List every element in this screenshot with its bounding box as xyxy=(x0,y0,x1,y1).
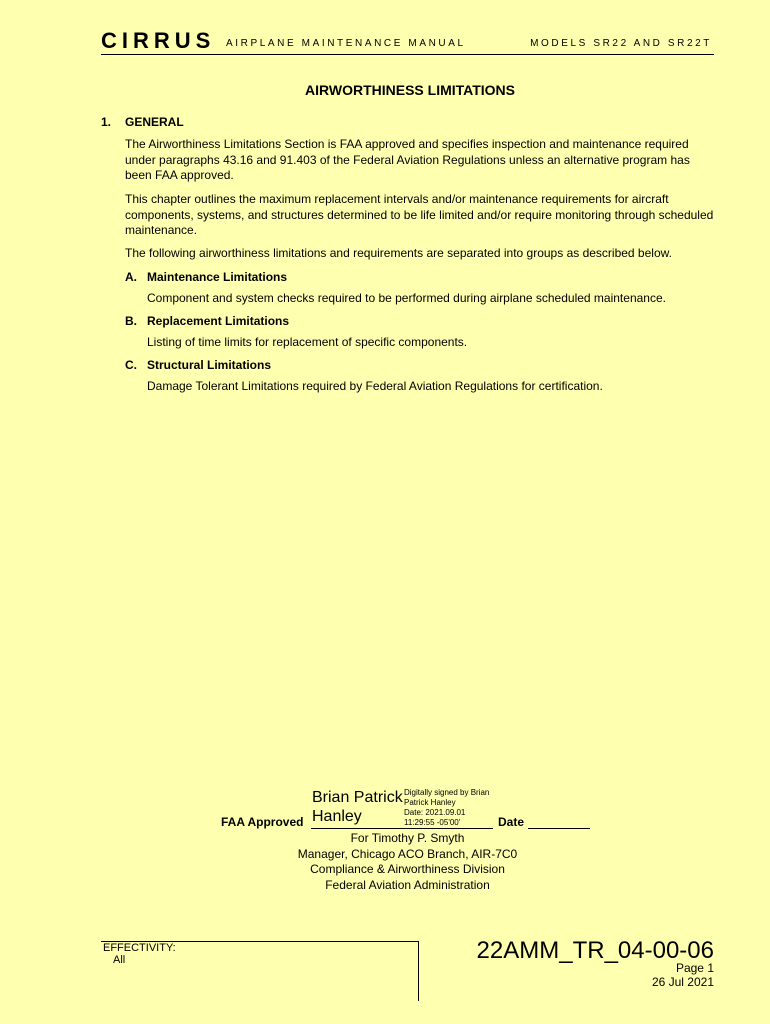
approver-line: For Timothy P. Smyth xyxy=(350,831,465,845)
date-rule xyxy=(528,828,590,829)
models-label: MODELS SR22 AND SR22T xyxy=(530,38,712,49)
subsection-text: Listing of time limits for replacement of specific components. xyxy=(147,335,468,349)
brand-logo: CIRRUS xyxy=(101,28,216,53)
faa-approved-label: FAA Approved xyxy=(221,815,304,829)
subsection-title: Structural Limitations xyxy=(147,358,272,372)
digital-signature-info xyxy=(404,788,489,828)
digital-signature-line: Patrick Hanley xyxy=(404,798,456,807)
signature xyxy=(312,788,403,826)
effectivity-value: All xyxy=(113,954,126,966)
manual-title: AIRPLANE MAINTENANCE MANUAL xyxy=(226,38,466,49)
paragraph: The Airworthiness Limitations Section is FAA approved and specifies inspection and maintenance required under paragraphs 43.16 and 91.403 of the Federal Aviation Regulations unless an alternative program has been FAA approved. xyxy=(125,137,690,182)
date-label: Date xyxy=(498,815,525,829)
header-divider xyxy=(101,54,714,55)
approver-division: Compliance & Airworthiness Division xyxy=(310,862,505,876)
digital-signature-line: Digitally signed by Brian xyxy=(404,788,490,797)
subsection-text: Component and system checks required to be performed during airplane scheduled maintenance. xyxy=(147,291,666,305)
approver-title: Manager, Chicago ACO Branch, AIR-7C0 xyxy=(297,847,518,861)
subsection-title: Maintenance Limitations xyxy=(147,270,288,284)
approver-agency: Federal Aviation Administration xyxy=(325,878,490,892)
signature-line: Hanley xyxy=(312,808,362,825)
footer-vertical-rule xyxy=(418,941,419,1001)
digital-signature-line: 11:29:55 -05'00' xyxy=(404,818,461,827)
revision-date: 26 Jul 2021 xyxy=(651,975,714,989)
signature-line: Brian Patrick xyxy=(312,789,403,806)
section-title: GENERAL xyxy=(125,115,184,129)
signature-rule xyxy=(311,828,493,829)
subsection-title: Replacement Limitations xyxy=(147,314,290,328)
section-number: 1. xyxy=(101,115,112,129)
paragraph: This chapter outlines the maximum replacement intervals and/or maintenance requirements for aircraft components, systems, and structures determined to be life limited and/or require monitoring through scheduled maintenance. xyxy=(125,192,714,237)
subsection-text: Damage Tolerant Limitations required by Federal Aviation Regulations for certification. xyxy=(147,379,603,393)
effectivity-label: EFFECTIVITY: xyxy=(103,942,176,954)
page-title: AIRWORTHINESS LIMITATIONS xyxy=(305,82,515,98)
subsection-letter: C. xyxy=(125,358,137,372)
page-number: Page 1 xyxy=(675,961,714,975)
subsection-letter: A. xyxy=(125,270,137,284)
digital-signature-line: Date: 2021.09.01 xyxy=(404,808,466,817)
paragraph: The following airworthiness limitations and requirements are separated into groups as described below. xyxy=(125,246,672,260)
document-id: 22AMM_TR_04-00-06 xyxy=(476,937,714,964)
subsection-letter: B. xyxy=(125,314,137,328)
